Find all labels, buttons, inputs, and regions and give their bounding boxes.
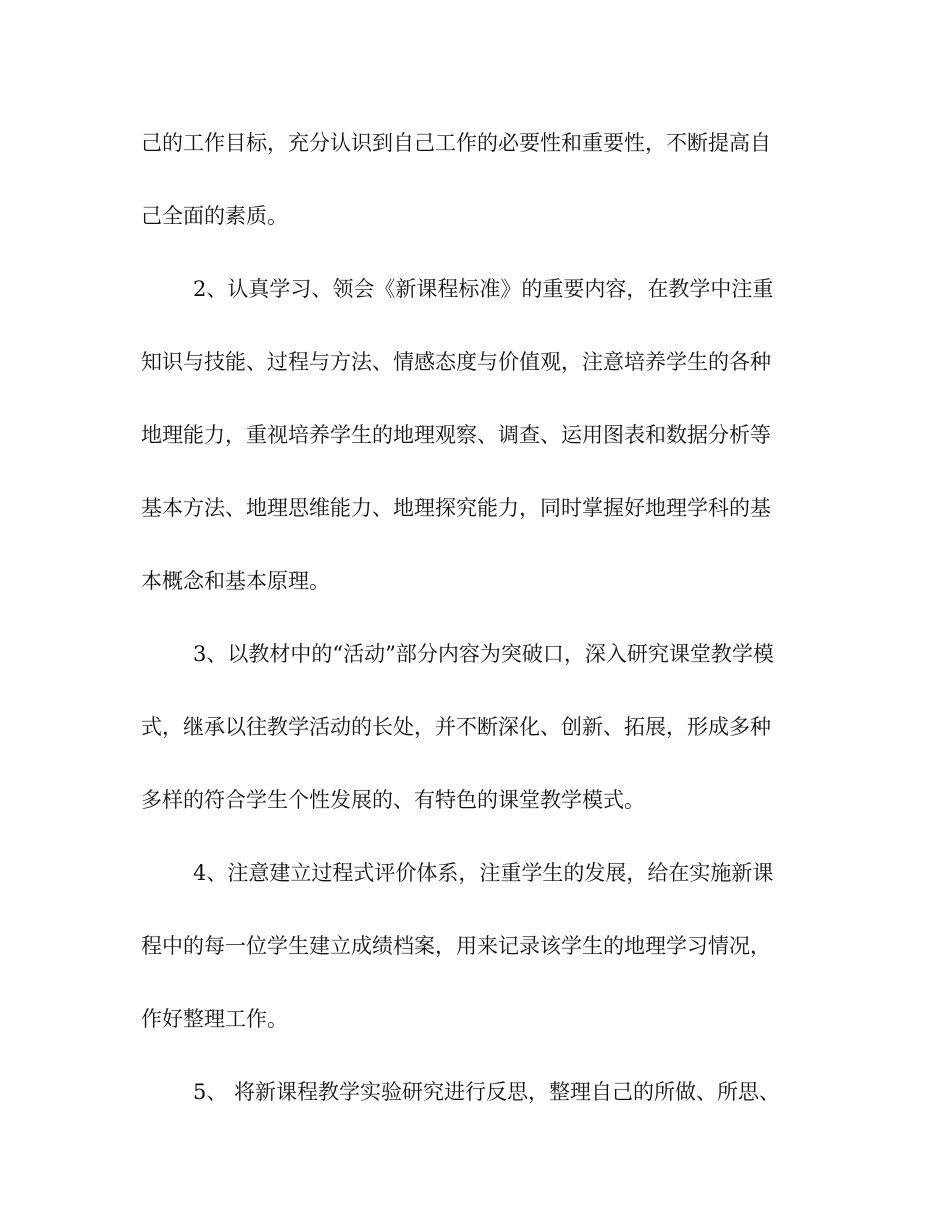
text-line: 地理能力，重视培养学生的地理观察、调查、运用图表和数据分析等: [141, 423, 771, 447]
text-line: 本概念和基本原理。: [141, 569, 330, 593]
text-line: 多样的符合学生个性发展的、有特色的课堂教学模式。: [141, 788, 645, 812]
text-line: 作好整理工作。: [141, 1007, 288, 1031]
text-line: 己的工作目标，充分认识到自己工作的必要性和重要性，不断提高自: [141, 131, 771, 155]
text-line: 知识与技能、过程与方法、情感态度与价值观，注意培养学生的各种: [141, 350, 771, 374]
text-line: 基本方法、地理思维能力、地理探究能力，同时掌握好地理学科的基: [141, 496, 771, 520]
text-line: 程中的每一位学生建立成绩档案，用来记录该学生的地理学习情况，: [141, 934, 771, 958]
text-line: 式，继承以往教学活动的长处，并不断深化、创新、拓展，形成多种: [141, 715, 771, 739]
text-line: 2、认真学习、领会《新课程标准》的重要内容，在教学中注重: [193, 277, 774, 301]
text-line: 5、 将新课程教学实验研究进行反思，整理自己的所做、所思、: [193, 1080, 781, 1104]
text-line: 3、以教材中的“活动”部分内容为突破口，深入研究课堂教学模: [193, 642, 774, 666]
text-line: 己全面的素质。: [141, 204, 288, 228]
text-line: 4、注意建立过程式评价体系，注重学生的发展，给在实施新课: [193, 861, 774, 885]
